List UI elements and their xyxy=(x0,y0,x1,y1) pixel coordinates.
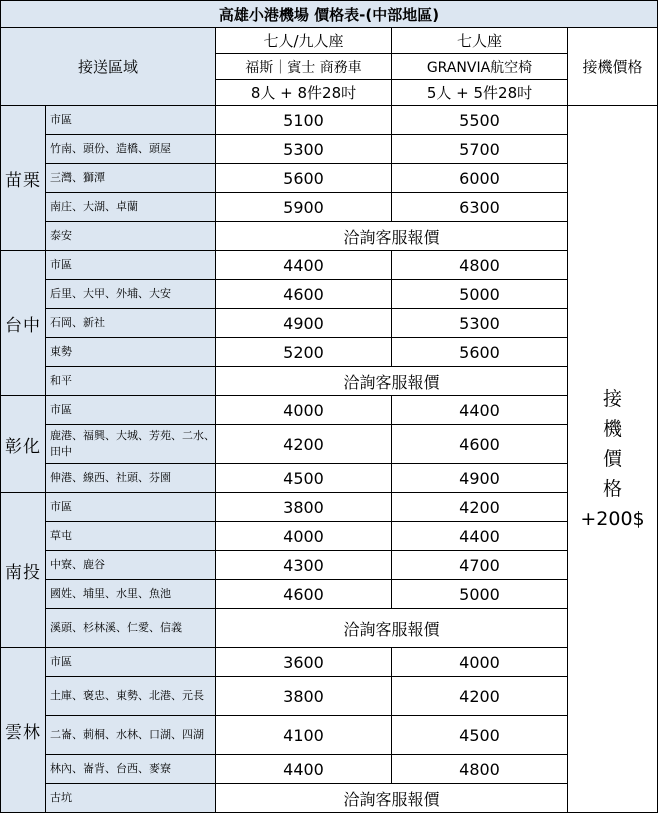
price-table-body xyxy=(1,1,658,813)
price-col2: 4500 xyxy=(392,716,568,755)
region-name: 南投 xyxy=(1,493,46,648)
table-row xyxy=(1,164,658,193)
area-name: 中寮、鹿谷 xyxy=(46,551,216,580)
table-row xyxy=(1,522,658,551)
price-col1: 4600 xyxy=(216,280,392,309)
area-name: 古坑 xyxy=(46,784,216,813)
price-col1: 5600 xyxy=(216,164,392,193)
price-col1: 4400 xyxy=(216,755,392,784)
table-row xyxy=(1,338,658,367)
price-col2: 4800 xyxy=(392,251,568,280)
price-col2: 4400 xyxy=(392,396,568,425)
table-row xyxy=(1,493,658,522)
table-row xyxy=(1,280,658,309)
area-name: 和平 xyxy=(46,367,216,396)
price-col1: 4000 xyxy=(216,396,392,425)
area-name: 市區 xyxy=(46,648,216,677)
area-name: 溪頭、杉林溪、仁愛、信義 xyxy=(46,609,216,648)
price-col1: 4400 xyxy=(216,251,392,280)
table-row xyxy=(1,648,658,677)
area-name: 草屯 xyxy=(46,522,216,551)
price-col2: 4200 xyxy=(392,493,568,522)
price-col1: 4500 xyxy=(216,464,392,493)
region-name: 彰化 xyxy=(1,396,46,493)
area-name: 市區 xyxy=(46,396,216,425)
area-name: 石岡、新社 xyxy=(46,309,216,338)
area-name: 東勢 xyxy=(46,338,216,367)
price-col2: 4700 xyxy=(392,551,568,580)
area-name: 市區 xyxy=(46,493,216,522)
region-name: 雲林 xyxy=(1,648,46,813)
table-row xyxy=(1,580,658,609)
price-col1: 3600 xyxy=(216,648,392,677)
col2-seats-header: 七人座 xyxy=(392,28,568,54)
price-col1: 4300 xyxy=(216,551,392,580)
price-col2: 4600 xyxy=(392,425,568,464)
area-name: 鹿港、福興、大城、芳苑、二水、田中 xyxy=(46,425,216,464)
area-name: 市區 xyxy=(46,251,216,280)
area-name: 伸港、線西、社頭、芬園 xyxy=(46,464,216,493)
table-row xyxy=(1,677,658,716)
price-col2: 5500 xyxy=(392,106,568,135)
table-row xyxy=(1,193,658,222)
contact-for-quote: 洽詢客服報價 xyxy=(216,609,568,648)
price-col2: 4400 xyxy=(392,522,568,551)
contact-for-quote: 洽詢客服報價 xyxy=(216,784,568,813)
region-name: 苗栗 xyxy=(1,106,46,251)
area-name: 南庄、大湖、卓蘭 xyxy=(46,193,216,222)
col2-capacity-header: 5人 + 5件28吋 xyxy=(392,80,568,106)
price-col2: 5000 xyxy=(392,580,568,609)
title-row xyxy=(1,1,658,28)
pickup-note-line: 格 xyxy=(602,478,622,500)
price-col2: 4900 xyxy=(392,464,568,493)
price-col2: 5700 xyxy=(392,135,568,164)
table-row xyxy=(1,309,658,338)
area-name: 后里、大甲、外埔、大安 xyxy=(46,280,216,309)
table-row xyxy=(1,609,658,648)
price-col1: 4100 xyxy=(216,716,392,755)
area-name: 市區 xyxy=(46,106,216,135)
table-row xyxy=(1,551,658,580)
col1-model-header: 福斯｜賓士 商務車 xyxy=(216,54,392,80)
price-col1: 5900 xyxy=(216,193,392,222)
area-header: 接送區域 xyxy=(1,28,216,106)
area-name: 泰安 xyxy=(46,222,216,251)
table-row xyxy=(1,425,658,464)
pickup-note-line: 價 xyxy=(602,448,622,470)
table-row xyxy=(1,135,658,164)
price-col2: 4000 xyxy=(392,648,568,677)
table-row xyxy=(1,367,658,396)
contact-for-quote: 洽詢客服報價 xyxy=(216,367,568,396)
table-row xyxy=(1,396,658,425)
area-name: 二崙、莿桐、水林、口湖、四湖 xyxy=(46,716,216,755)
price-col2: 4800 xyxy=(392,755,568,784)
price-col2: 5600 xyxy=(392,338,568,367)
price-col2: 4200 xyxy=(392,677,568,716)
price-col2: 5300 xyxy=(392,309,568,338)
col1-seats-header: 七人/九人座 xyxy=(216,28,392,54)
table-row xyxy=(1,784,658,813)
price-col2: 6300 xyxy=(392,193,568,222)
pickup-price-header: 接機價格 xyxy=(568,28,658,106)
price-col1: 3800 xyxy=(216,677,392,716)
page-title: 高雄小港機場 價格表-(中部地區) xyxy=(1,1,658,28)
contact-for-quote: 洽詢客服報價 xyxy=(216,222,568,251)
price-col1: 4000 xyxy=(216,522,392,551)
price-col1: 4200 xyxy=(216,425,392,464)
header-row-seats xyxy=(1,28,658,54)
price-col1: 4900 xyxy=(216,309,392,338)
table-row xyxy=(1,464,658,493)
price-col1: 3800 xyxy=(216,493,392,522)
col1-capacity-header: 8人 + 8件28吋 xyxy=(216,80,392,106)
pickup-note-line: +200$ xyxy=(580,508,645,530)
area-name: 林內、崙背、台西、麥寮 xyxy=(46,755,216,784)
area-name: 三灣、獅潭 xyxy=(46,164,216,193)
price-col1: 4600 xyxy=(216,580,392,609)
area-name: 土庫、褒忠、東勢、北港、元長 xyxy=(46,677,216,716)
pickup-note-line: 機 xyxy=(602,418,622,440)
table-row xyxy=(1,755,658,784)
area-name: 竹南、頭份、造橋、頭屋 xyxy=(46,135,216,164)
region-name: 台中 xyxy=(1,251,46,396)
price-col1: 5100 xyxy=(216,106,392,135)
price-col2: 6000 xyxy=(392,164,568,193)
pickup-surcharge-note xyxy=(568,106,658,813)
table-row xyxy=(1,222,658,251)
table-row xyxy=(1,716,658,755)
table-row xyxy=(1,106,658,135)
table-row xyxy=(1,251,658,280)
price-col1: 5200 xyxy=(216,338,392,367)
pickup-note-line: 接 xyxy=(602,388,622,410)
price-col2: 5000 xyxy=(392,280,568,309)
col2-model-header: GRANVIA航空椅 xyxy=(392,54,568,80)
price-col1: 5300 xyxy=(216,135,392,164)
area-name: 國姓、埔里、水里、魚池 xyxy=(46,580,216,609)
